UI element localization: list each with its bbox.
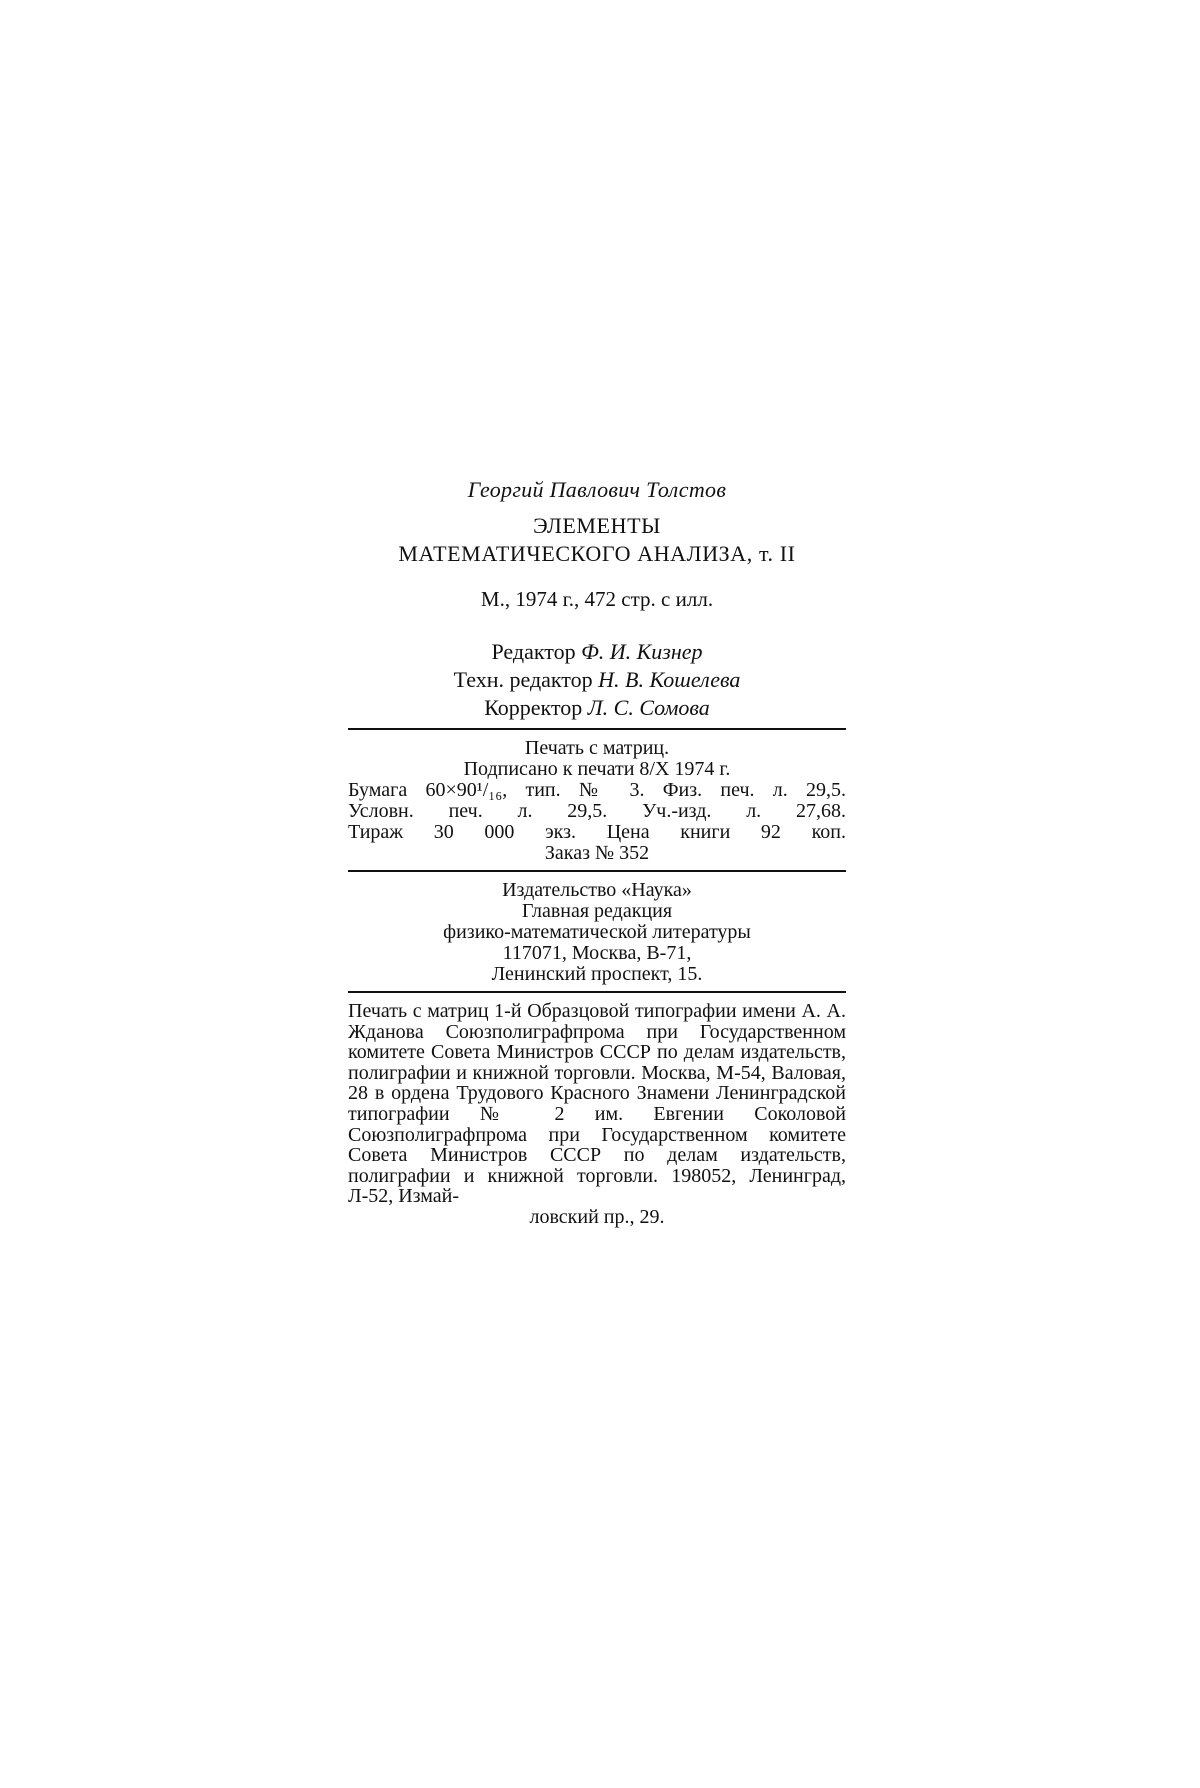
publisher-line-2: Главная редакция xyxy=(521,900,673,922)
divider-rule-2 xyxy=(348,870,846,872)
editor-line xyxy=(348,638,846,666)
book-title-line-2: МАТЕМАТИЧЕСКОГО АНАЛИЗА, т. II xyxy=(398,541,796,566)
publisher-line-3: физико-математической литературы xyxy=(443,921,751,943)
tech-editor-label: Техн. редактор xyxy=(453,667,593,692)
print-details-line-1: Печать с матриц. xyxy=(524,737,670,759)
print-details xyxy=(348,738,846,864)
print-details-line-5: Тираж 30 000 экз. Цена книги 92 коп. xyxy=(348,821,846,843)
proofreader-label: Корректор xyxy=(484,695,583,720)
publisher-line-5: Ленинский проспект, 15. xyxy=(491,963,703,985)
proofreader-line xyxy=(348,694,846,722)
tech-editor-name: Н. В. Кошелева xyxy=(598,667,741,692)
divider-rule-3 xyxy=(348,991,846,993)
print-details-line-2: Подписано к печати 8/X 1974 г. xyxy=(463,758,731,780)
credits xyxy=(348,638,846,722)
proofreader-name: Л. С. Сомова xyxy=(587,695,710,720)
author-name: Георгий Павлович Толстов xyxy=(467,477,727,502)
book-title-line-1: ЭЛЕМЕНТЫ xyxy=(533,513,661,538)
editor-name: Ф. И. Кизнер xyxy=(581,639,703,664)
printing-house-note xyxy=(348,1001,846,1228)
publisher-line-4: 117071, Москва, В-71, xyxy=(502,942,692,964)
print-details-line-3: Бумага 60×90¹/₁₆, тип. № 3. Физ. печ. л. 29,5. xyxy=(348,779,846,801)
editor-label: Редактор xyxy=(491,639,576,664)
printing-house-note-body: Печать с матриц 1-й Образцовой типографии имени А. А. Жданова Союзполиграфпрома при Государственном комитете Совета Министров СССР по делам издательств, полиграфии и книжной торговли. Москва, М-54, Валовая, 28 в ордена Трудового Красного Знамени Ленинградской типографии № 2 им. Евгении Соколовой Союзполиграфпрома при Государственном комитете Совета Министров СССР по делам издательств, полиграфии и книжной торговли. 198052, Ленинград, Л-52, Измай- xyxy=(348,1000,846,1208)
printing-house-note-last-line: ловский пр., 29. xyxy=(529,1205,665,1228)
tech-editor-line xyxy=(348,666,846,694)
print-details-line-4: Условн. печ. л. 29,5. Уч.-изд. л. 27,68. xyxy=(348,800,846,822)
colophon xyxy=(348,476,846,1228)
divider-rule-1 xyxy=(348,728,846,730)
imprint-line: М., 1974 г., 472 стр. с илл. xyxy=(480,587,714,611)
publisher-line-1: Издательство «Наука» xyxy=(502,879,692,901)
print-details-line-6: Заказ № 352 xyxy=(544,842,650,864)
publisher-info xyxy=(348,880,846,985)
